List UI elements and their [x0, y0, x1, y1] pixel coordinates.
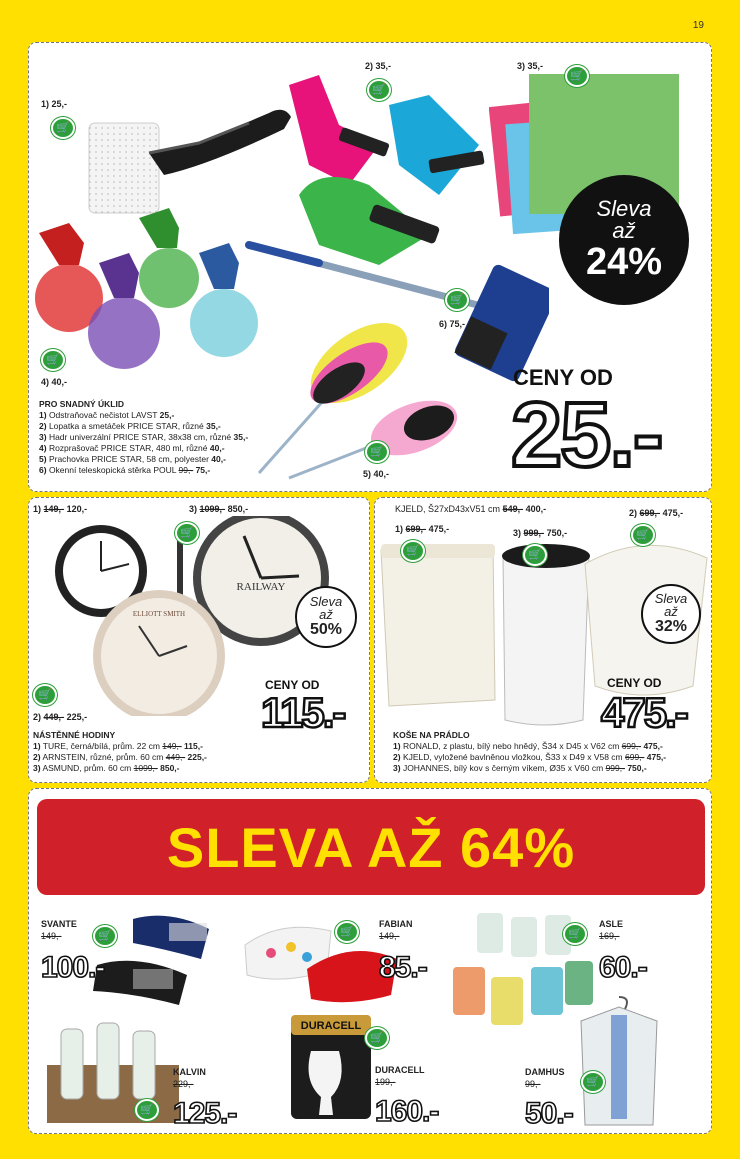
list-item: 6) Okenní teleskopická stěrka POUL 99,- 75,- [39, 465, 211, 475]
old-price: 169,- [599, 931, 620, 941]
price-from-value: 25.- [511, 384, 662, 486]
shopping-cart-icon[interactable]: 🛒 [581, 1071, 605, 1093]
clocks-product-list: NÁSTĚNNÉ HODINY 1) TURE, černá/bílá, prům. 22 cm 149,- 115,- 2) ARNSTEIN, různé, prům. 60 cm 449,- 225,- 3) ASMUND, prům. 60 cm 1099,- 850,- [33, 730, 363, 774]
shopping-cart-icon[interactable]: 🛒 [335, 921, 359, 943]
shopping-cart-icon[interactable]: 🛒 [365, 1027, 389, 1049]
shopping-cart-icon[interactable]: 🛒 [445, 289, 469, 311]
price-from-label: CENY OD [607, 676, 662, 690]
new-price: 100.- [41, 951, 105, 984]
list-item: 1) RONALD, z plastu, bílý nebo hnědý, Š34 x D45 x V62 cm 699,- 475,- [393, 741, 663, 751]
list-item: 2) Lopatka a smetáček PRICE STAR, různé 35,- [39, 421, 221, 431]
list-item: 5) Prachovka PRICE STAR, 58 cm, polyester 40,- [39, 454, 226, 464]
list-item: 1) TURE, černá/bílá, prům. 22 cm 149,- 115,- [33, 741, 203, 751]
discount-badge: Sleva až 32% [641, 584, 701, 644]
item-label-2: 2) 35,- [365, 61, 392, 71]
list-item: 2) KJELD, vyložené bavlněnou vložkou, Š33 x D49 x V58 cm 699,- 475,- [393, 752, 667, 762]
spray-bottles-image [29, 203, 269, 373]
sale-panel [28, 788, 712, 1134]
sale-banner-text: SLEVA AŽ 64% [166, 815, 576, 879]
list-item: 3) JOHANNES, bílý kov s černým víkem, Ø35 x V60 cm 999,- 750,- [393, 763, 647, 773]
list-item: 3) ASMUND, prům. 60 cm 1099,- 850,- [33, 763, 180, 773]
badge-line-1: Sleva [596, 196, 652, 221]
list-item: 1) Odstraňovač nečistot LAVST 25,- [39, 410, 175, 420]
clock-label-3: 3) 1099,- 850,- [189, 504, 249, 514]
product-name: ASLE [599, 919, 624, 929]
clock-label-2: 2) 449,- 225,- [33, 712, 88, 722]
discount-badge [559, 175, 689, 305]
shopping-cart-icon[interactable]: 🛒 [175, 522, 199, 544]
shopping-cart-icon[interactable]: 🛒 [367, 79, 391, 101]
shopping-cart-icon[interactable]: 🛒 [51, 117, 75, 139]
laundry-baskets-panel [374, 497, 712, 783]
list-title: PRO SNADNÝ ÚKLID [39, 399, 125, 409]
duracell-bulb-image [281, 1011, 381, 1123]
lint-roller-image [69, 83, 299, 223]
clock-label-1: 1) 149,- 120,- [33, 504, 88, 514]
product-name: FABIAN [379, 919, 413, 929]
basket-label-2: 2) 699,- 475,- [629, 508, 684, 518]
shopping-cart-icon[interactable]: 🛒 [523, 544, 547, 566]
new-price: 125.- [173, 1097, 237, 1130]
old-price: 199,- [375, 1077, 396, 1087]
duracell-logo: DURACELL [300, 1020, 362, 1032]
basket-label-1: 1) 699,- 475,- [395, 524, 450, 534]
clocks-panel [28, 497, 370, 783]
garment-bag-image [569, 995, 669, 1129]
shopping-cart-icon[interactable]: 🛒 [401, 540, 425, 562]
old-price: 149,- [41, 931, 62, 941]
new-price: 50.- [525, 1097, 573, 1130]
page-number: 19 [692, 20, 704, 31]
list-item: 2) ARNSTEIN, různé, prům. 60 cm 449,- 225,- [33, 752, 207, 762]
new-price: 85.- [379, 951, 427, 984]
shopping-cart-icon[interactable]: 🛒 [135, 1099, 159, 1121]
shopping-cart-icon[interactable]: 🛒 [93, 925, 117, 947]
product-name: KALVIN [173, 1067, 206, 1077]
shopping-cart-icon[interactable]: 🛒 [631, 524, 655, 546]
old-price: 99,- [525, 1079, 541, 1089]
old-price: 229,- [173, 1079, 194, 1089]
item-label-1: 1) 25,- [41, 99, 68, 109]
item-label-5: 5) 40,- [363, 469, 390, 479]
baskets-product-list: KOŠE NA PRÁDLO 1) RONALD, z plastu, bílý nebo hnědý, Š34 x D45 x V62 cm 699,- 475,- 2) KJELD, vyložené bavlněnou vložkou, Š33 x D49 x V58 cm 699,- 475,- 3) JOHANNES, bílý kov s černým víkem, Ø35 x V60 cm 999,- 750,- [393, 730, 711, 774]
clogs-image [241, 915, 401, 1007]
new-price: 160.- [375, 1095, 439, 1128]
slippers-image [89, 909, 229, 1009]
shopping-cart-icon[interactable]: 🛒 [563, 923, 587, 945]
product-name: DURACELL [375, 1065, 425, 1075]
new-price: 60.- [599, 951, 647, 984]
badge-line-2: až [612, 218, 636, 243]
discount-badge: Sleva až 50% [295, 586, 357, 648]
shopping-cart-icon[interactable]: 🛒 [33, 684, 57, 706]
price-from-value: 475.- [601, 689, 687, 736]
sale-banner [37, 799, 705, 895]
item-label-6: 6) 75,- [439, 319, 466, 329]
price-from-label: CENY OD [265, 678, 320, 692]
price-from-label: CENY OD [513, 365, 613, 390]
product-name: DAMHUS [525, 1067, 565, 1077]
shopping-cart-icon[interactable]: 🛒 [565, 65, 589, 87]
badge-percent: 24% [585, 241, 663, 283]
kjeld-top-label: KJELD, Š27xD43xV51 cm 549,- 400,- [395, 504, 547, 514]
cleaning-product-list [39, 399, 339, 476]
price-from-value: 115.- [261, 689, 345, 736]
shopping-cart-icon[interactable]: 🛒 [41, 349, 65, 371]
cleaning-panel [28, 42, 712, 492]
product-name: SVANTE [41, 919, 77, 929]
basket-label-3: 3) 999,- 750,- [513, 528, 568, 538]
item-label-4: 4) 40,- [41, 377, 68, 387]
clock-brand-1: ELLIOTT SMITH [132, 610, 186, 618]
list-item: 4) Rozprašovač PRICE STAR, 480 ml, různé 40,- [39, 443, 225, 453]
glass-bottles-basket-image [39, 1009, 189, 1127]
old-price: 149,- [379, 931, 400, 941]
list-item: 3) Hadr univerzální PRICE STAR, 38x38 cm, různé 35,- [39, 432, 249, 442]
clock-brand-2: RAILWAY [236, 581, 286, 593]
item-label-3: 3) 35,- [517, 61, 544, 71]
shopping-cart-icon[interactable]: 🛒 [365, 441, 389, 463]
